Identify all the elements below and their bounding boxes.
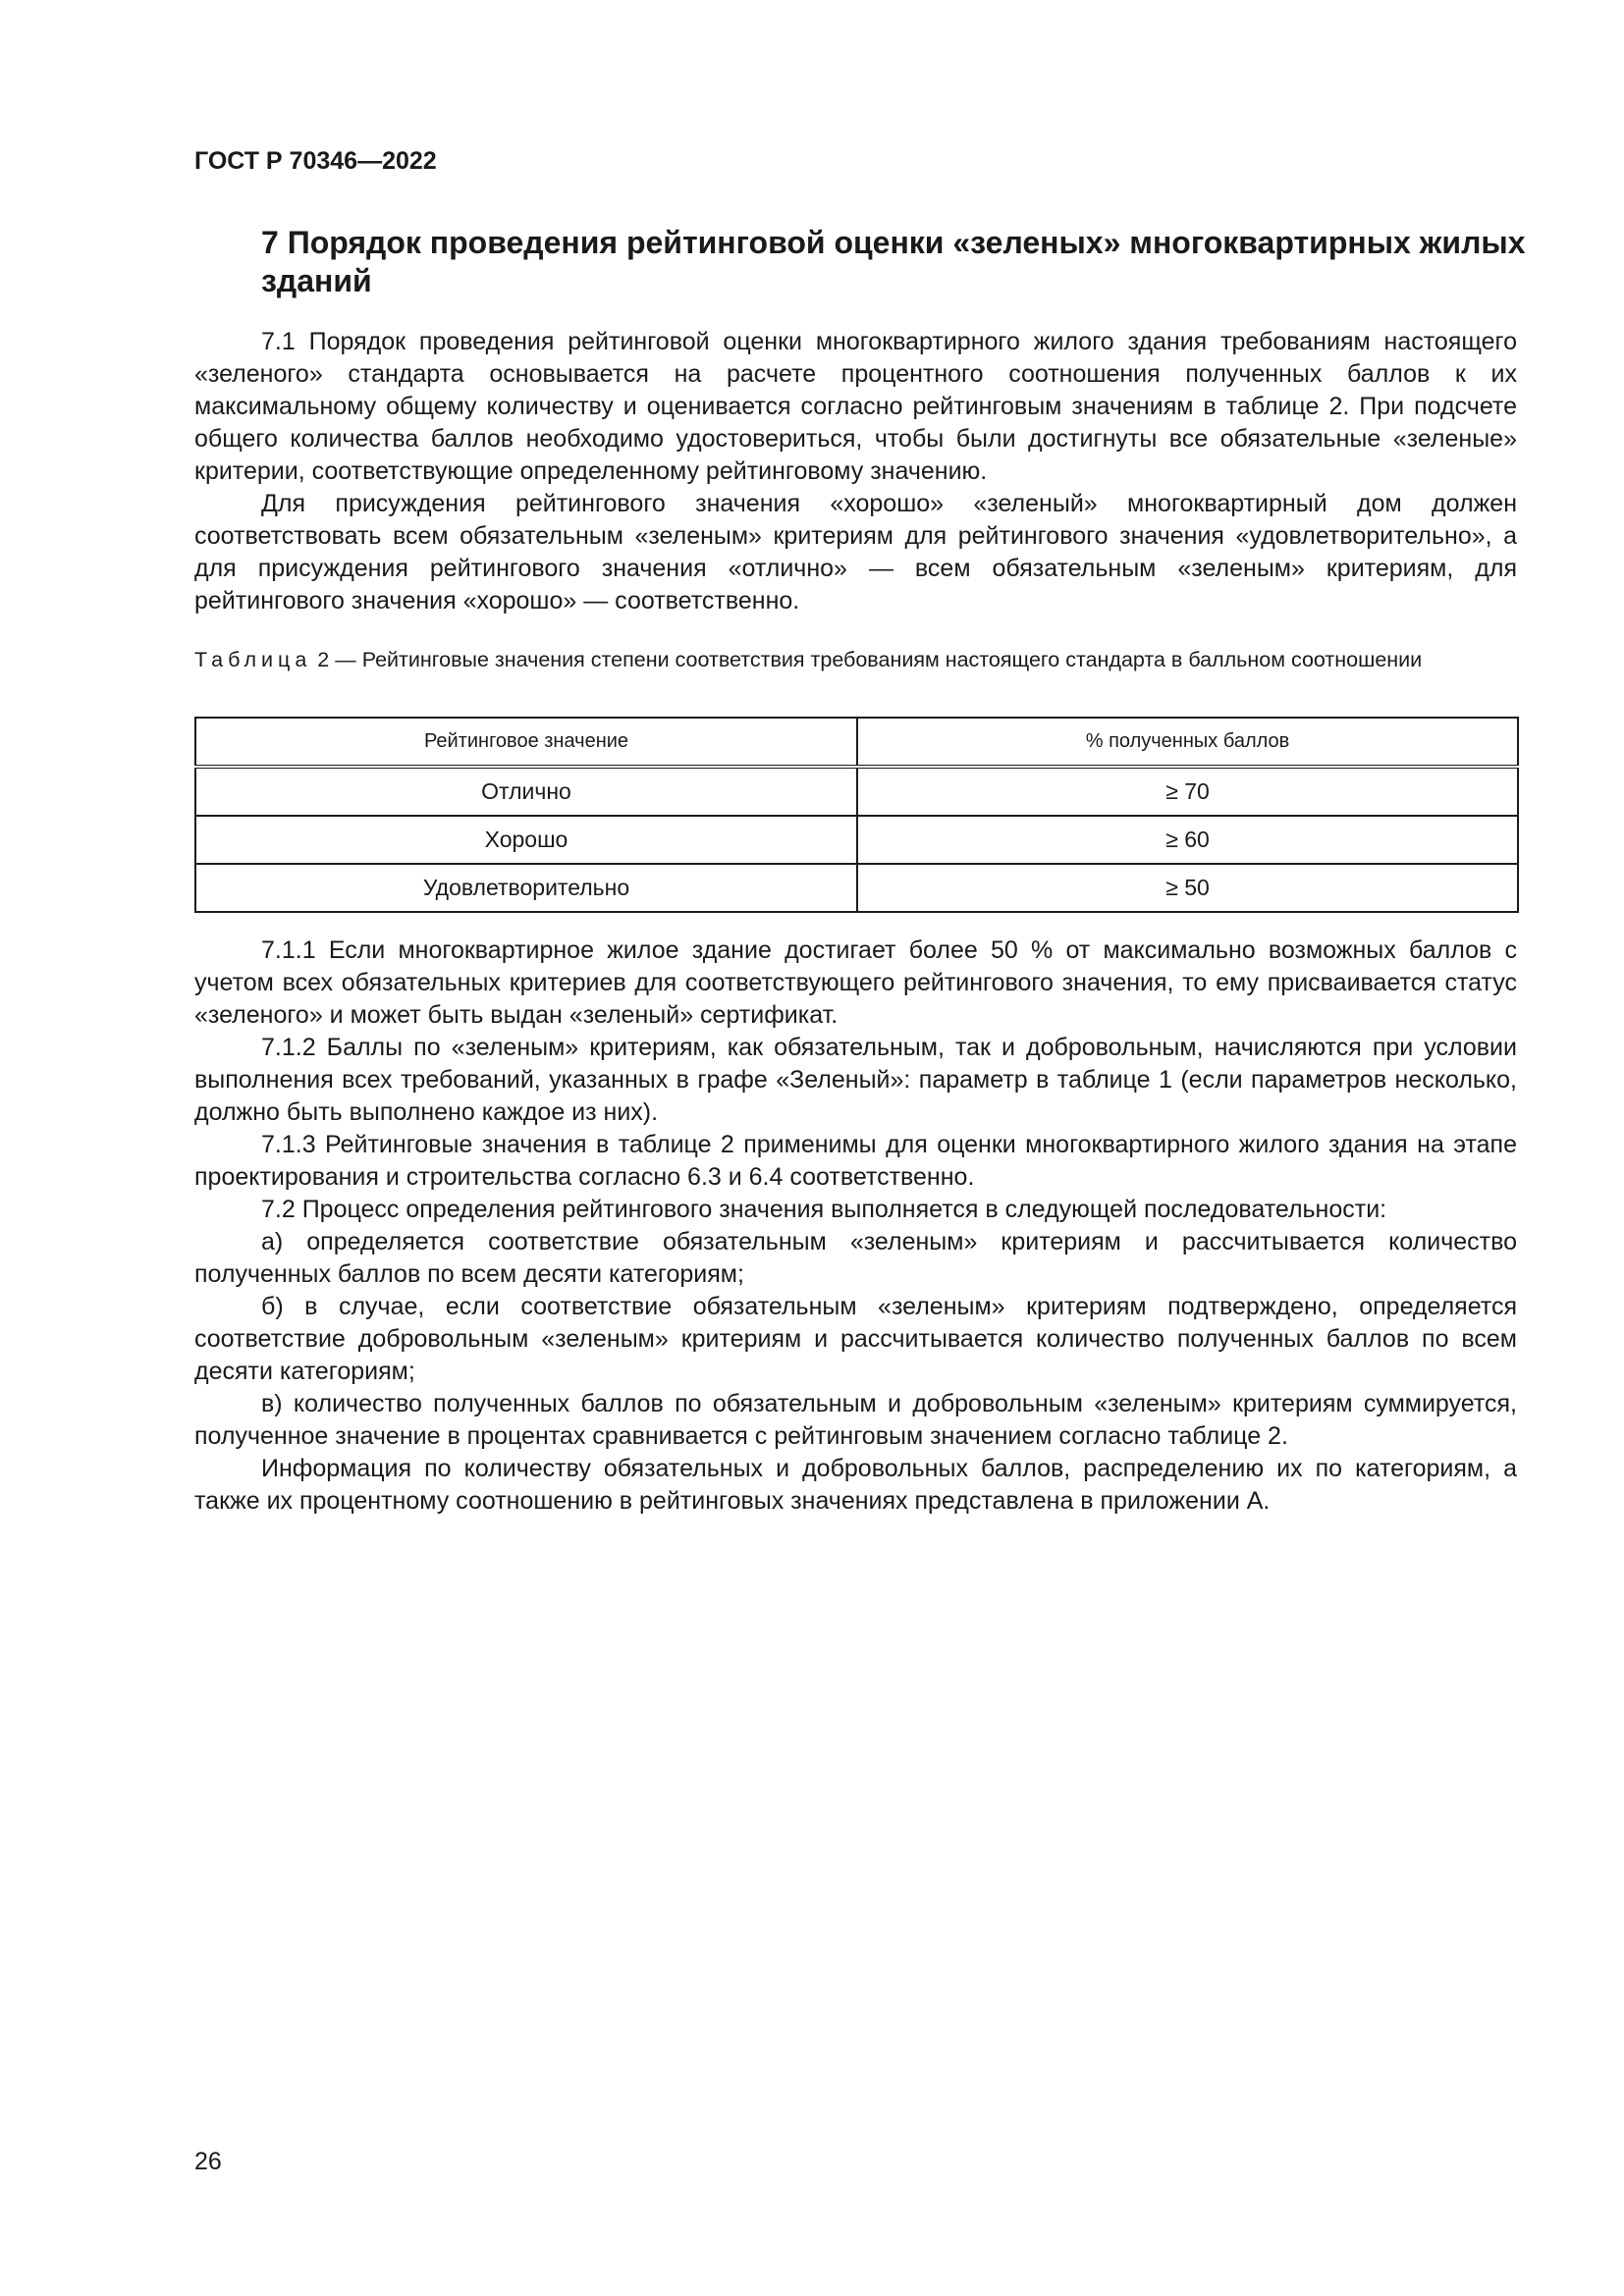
table-cell-percent: ≥ 60 (857, 816, 1518, 864)
paragraph-7-2: 7.2 Процесс определения рейтингового значения выполняется в следующей последовательности: (261, 1196, 1387, 1223)
table-row (195, 816, 1518, 864)
section-title: 7 Порядок проведения рейтинговой оценки «зеленых» многоквартирных жилых зданий (261, 225, 1526, 298)
rating-table (194, 717, 1519, 913)
paragraph-7-1-1: 7.1.1 Если многоквартирное жилое здание достигает более 50 % от максимально возможных баллов с учетом всех обязательных критериев для соответствующего рейтингового значения, то ему присваивается статус «зеленого» и может быть выдан «зеленый» сертификат. (194, 936, 1517, 1029)
paragraph-rating-conditions: Для присуждения рейтингового значения «хорошо» «зеленый» многоквартирный дом должен соответствовать всем обязательным «зеленым» критериям для рейтингового значения «удовлетворительно», а для присуждения рейтингового значения «отлично» — всем обязательным «зеленым» критериям, для рейтингового значения «хорошо» — соответственно. (194, 490, 1517, 614)
paragraph-7-1-2: 7.1.2 Баллы по «зеленым» критериям, как обязательным, так и добровольным, начисляются при условии выполнения всех требований, указанных в графе «Зеленый»: параметр в таблице 1 (если параметров несколько, должно быть выполнено каждое из них). (194, 1034, 1517, 1126)
list-item-b: б) в случае, если соответствие обязательным «зеленым» критериям подтверждено, определяется соответствие добровольным «зеленым» критериям и рассчитывается количество полученных баллов по всем десяти категориям; (194, 1293, 1517, 1385)
table-cell-rating: Хорошо (195, 816, 857, 864)
paragraph-annex-info: Информация по количеству обязательных и добровольных баллов, распределению их по категориям, а также их процентному соотношению в рейтинговых значениях представлена в приложении А. (194, 1455, 1517, 1515)
table-row (195, 864, 1518, 912)
table-cell-rating: Удовлетворительно (195, 864, 857, 912)
table-cell-percent: ≥ 70 (857, 767, 1518, 816)
table-header-rating: Рейтинговое значение (195, 718, 857, 767)
list-item-v: в) количество полученных баллов по обязательным и добровольным «зеленым» критериям суммируется, полученное значение в процентах сравнивается с рейтинговым значением согласно таблице 2. (194, 1390, 1517, 1450)
table-header-row (195, 718, 1518, 767)
table-cell-rating: Отлично (195, 767, 857, 816)
paragraph-7-1: 7.1 Порядок проведения рейтинговой оценки многоквартирного жилого здания требованиям настоящего «зеленого» стандарта основывается на расчете процентного соотношения полученных баллов к их максимальному общему количеству и оценивается согласно рейтинговым значениям в таблице 2. При подсчете общего количества баллов необходимо удостовериться, чтобы были достигнуты все обязательные «зеленые» критерии, соответствующие определенному рейтинговому значению. (194, 328, 1517, 485)
table-caption-text: 2 — Рейтинговые значения степени соответствия требованиям настоящего стандарта в балльном соотношении (311, 648, 1423, 671)
list-item-a: а) определяется соответствие обязательным «зеленым» критериям и рассчитывается количество полученных баллов по всем десяти категориям; (194, 1228, 1517, 1288)
page-number: 26 (194, 2148, 222, 2175)
table-header-percent: % полученных баллов (857, 718, 1518, 767)
table-caption (194, 646, 1517, 674)
document-id: ГОСТ Р 70346—2022 (194, 147, 437, 175)
intro-block (194, 326, 1517, 617)
paragraph-7-1-3: 7.1.3 Рейтинговые значения в таблице 2 применимы для оценки многоквартирного жилого здания на этапе проектирования и строительства согласно 6.3 и 6.4 соответственно. (194, 1131, 1517, 1191)
table-row (195, 767, 1518, 816)
table-cell-percent: ≥ 50 (857, 864, 1518, 912)
clauses-block (194, 934, 1517, 1518)
table-caption-label: Таблица (194, 648, 312, 671)
